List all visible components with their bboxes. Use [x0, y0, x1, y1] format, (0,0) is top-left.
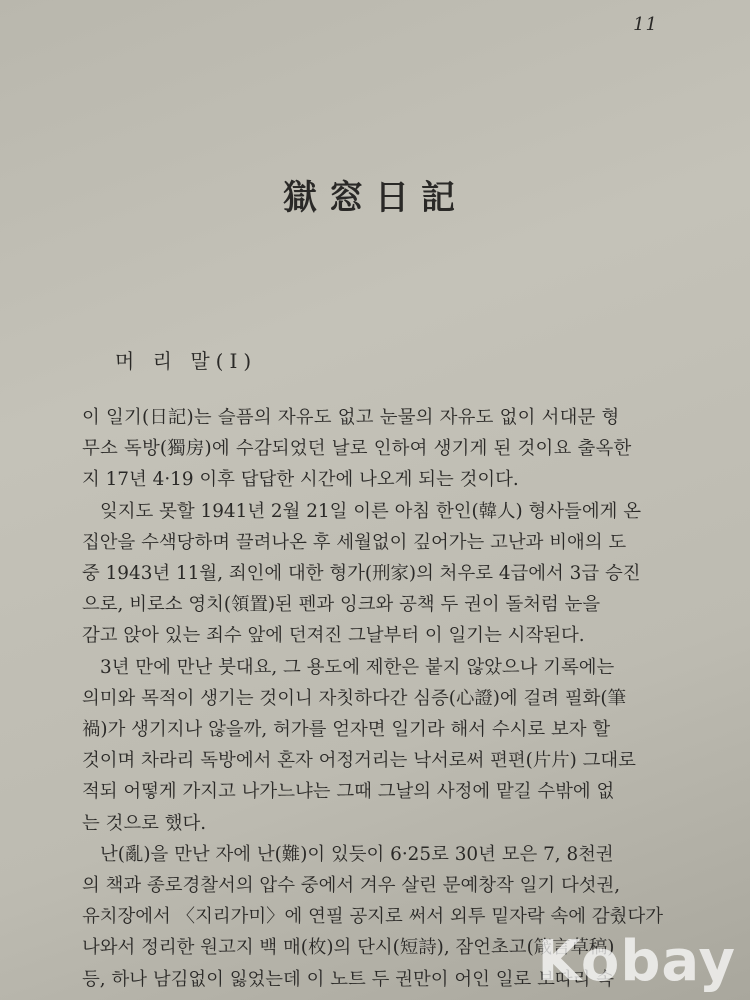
- text-line: 잊지도 못할 1941년 2월 21일 이른 아침 한인(韓人) 형사들에게 온: [100, 500, 641, 522]
- text-line: 는 것으로 했다.: [82, 812, 207, 834]
- text-line: 난(亂)을 만난 자에 난(難)이 있듯이 6·25로 30년 모은 7, 8천권: [100, 843, 614, 865]
- text-line: 으로, 비로소 영치(領置)된 펜과 잉크와 공책 두 권이 돌처럼 눈을: [82, 594, 601, 616]
- body-text: [82, 402, 672, 995]
- text-line: 3년 만에 만난 붓대요, 그 용도에 제한은 붙지 않았으나 기록에는: [100, 656, 615, 678]
- text-line: 등, 하나 남김없이 잃었는데 이 노트 두 권만이 어인 일로 보따리 속: [82, 968, 615, 990]
- text-line: 이 일기(日記)는 슬픔의 자유도 없고 눈물의 자유도 없이 서대문 형: [82, 407, 620, 428]
- page-title: 獄窓日記: [283, 178, 467, 218]
- text-line: 유치장에서 〈지리가미〉에 연필 공지로 써서 외투 밑자락 속에 감췄다가: [82, 906, 663, 928]
- page-number: 11: [633, 14, 658, 35]
- text-line: 의 책과 종로경찰서의 압수 중에서 겨우 살린 문예창작 일기 다섯권,: [82, 875, 621, 897]
- text-line: 것이며 차라리 독방에서 혼자 어정거리는 낙서로써 편편(片片) 그대로: [82, 750, 636, 772]
- text-line: 무소 독방(獨房)에 수감되었던 날로 인하여 생기게 된 것이요 출옥한: [82, 438, 632, 460]
- text-line: 적되 어떻게 가지고 나가느냐는 그때 그날의 사정에 맡길 수밖에 없: [82, 781, 615, 803]
- text-line: 나와서 정리한 원고지 백 매(枚)의 단시(短詩), 잠언초고(箴言草稿): [82, 937, 615, 959]
- text-line: 禍)가 생기지나 않을까, 허가를 얻자면 일기라 해서 수시로 보자 할: [82, 719, 611, 741]
- text-line: 감고 앉아 있는 죄수 앞에 던져진 그날부터 이 일기는 시작된다.: [82, 625, 585, 647]
- text-line: 중 1943년 11월, 죄인에 대한 형가(刑家)의 처우로 4급에서 3급 승진: [82, 563, 641, 585]
- section-heading: 머 리 말(I): [115, 349, 258, 373]
- text-line: 집안을 수색당하며 끌려나온 후 세월없이 깊어가는 고난과 비애의 도: [82, 531, 627, 553]
- text-line: 지 17년 4·19 이후 답답한 시간에 나오게 되는 것이다.: [82, 469, 519, 491]
- watermark-logo: Kobay: [537, 929, 736, 994]
- text-line: 의미와 목적이 생기는 것이니 자칫하다간 심증(心證)에 걸려 필화(筆: [82, 687, 626, 709]
